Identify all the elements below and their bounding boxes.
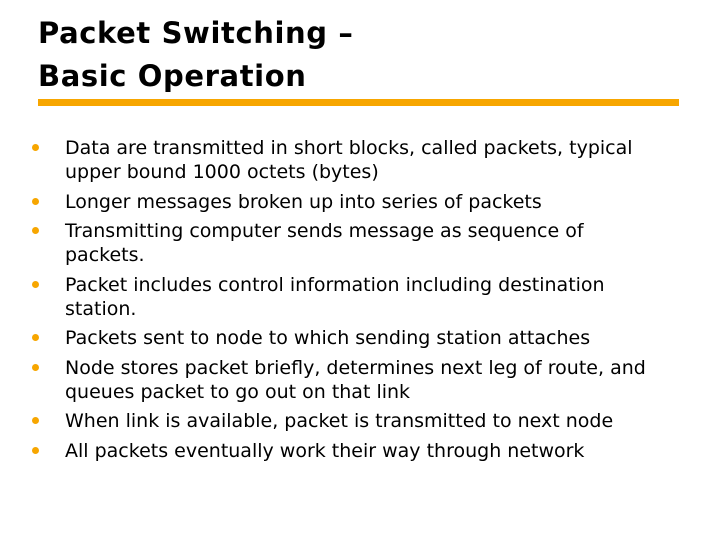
bullet-dot-icon (32, 227, 39, 234)
bullet-text-line-1: Transmitting computer sends message as sequence of (65, 220, 584, 242)
bullet-text-line-1: Longer messages broken up into series of packets (65, 190, 542, 213)
bullet-text-line-2: upper bound 1000 octets (bytes) (65, 161, 379, 183)
bullet-item (30, 219, 680, 267)
bullet-text-line-1: Packets sent to node to which sending station attaches (65, 327, 591, 349)
bullet-list (30, 136, 680, 468)
bullet-dot-icon (32, 144, 39, 151)
title-underline-rule (38, 99, 679, 106)
bullet-dot-icon (32, 364, 39, 371)
bullet-dot-icon (32, 198, 39, 205)
bullet-text-line-1: When link is available, packet is transmitted to next node (65, 410, 614, 432)
bullet-item (30, 439, 680, 463)
bullet-item (30, 190, 680, 214)
bullet-item (30, 356, 680, 404)
bullet-text-line-2: station. (65, 297, 137, 320)
bullet-text-line-1: All packets eventually work their way through network (65, 439, 585, 462)
bullet-dot-icon (32, 417, 39, 424)
bullet-item (30, 136, 680, 184)
bullet-dot-icon (32, 281, 39, 288)
bullet-text-line-1: Node stores packet briefly, determines next leg of route, and (65, 356, 646, 379)
bullet-dot-icon (32, 447, 39, 454)
bullet-item (30, 409, 680, 433)
bullet-text-line-2: queues packet to go out on that link (65, 380, 411, 403)
title-line-1: Packet Switching – (38, 16, 354, 50)
title-line-2: Basic Operation (38, 59, 307, 93)
bullet-text-line-2: packets. (65, 244, 145, 266)
bullet-text-line-1: Packet includes control information including destination (65, 273, 605, 296)
slide-title (38, 12, 678, 98)
bullet-item (30, 273, 680, 321)
bullet-item (30, 326, 680, 350)
bullet-text-line-1: Data are transmitted in short blocks, called packets, typical (65, 137, 633, 159)
bullet-dot-icon (32, 334, 39, 341)
